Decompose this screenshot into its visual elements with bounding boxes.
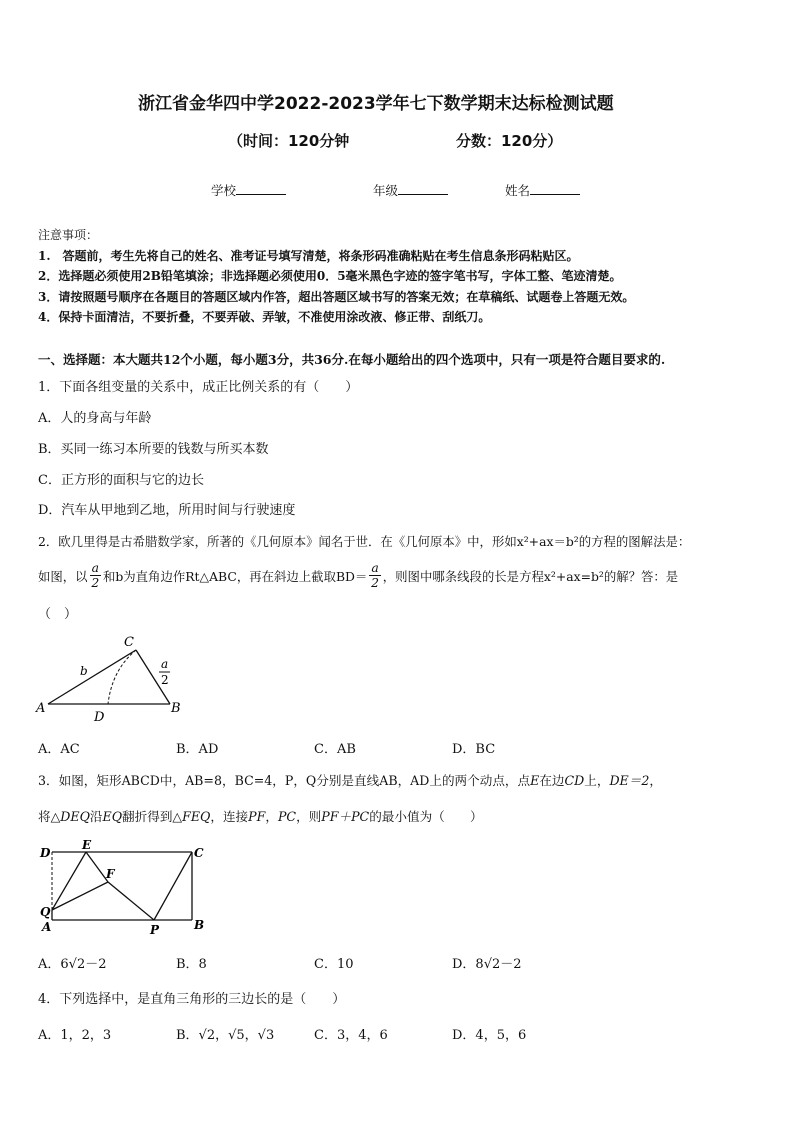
notes-heading: 注意事项： — [38, 228, 99, 242]
label-d: D — [40, 846, 51, 860]
q2-option-d[interactable]: D．BC — [452, 742, 496, 757]
q3-segment-pc: PC — [277, 809, 297, 824]
frac-num: a — [91, 560, 99, 575]
q3-text: ，连接 — [210, 809, 249, 824]
q3-sum: PF＋PC — [321, 809, 370, 824]
label-c: C — [194, 846, 204, 860]
q3-text: 翻折得到 — [122, 809, 173, 824]
q3-option-a[interactable]: A．6√2－2 — [38, 957, 107, 972]
label-b: B — [194, 918, 205, 932]
q3-triangle-feq: △FEQ — [172, 809, 211, 824]
frac-den: 2 — [91, 575, 100, 590]
q1-option-d[interactable]: D．汽车从甲地到乙地，所用时间与行驶速度 — [38, 503, 296, 518]
label-two: 2 — [161, 673, 169, 687]
q1-option-b[interactable]: B．买同一练习本所要的钱数与所买本数 — [38, 442, 269, 457]
label-a-num: a — [161, 657, 169, 671]
exam-score: 分数：120分） — [456, 132, 563, 150]
label-c: C — [124, 635, 134, 650]
segment-fp — [108, 882, 154, 920]
question-1-stem: 1．下面各组变量的关系中，成正比例关系的有（ ） — [38, 380, 359, 395]
q1-option-a[interactable]: A．人的身高与年龄 — [38, 411, 152, 426]
q4-option-a[interactable]: A．1，2，3 — [38, 1028, 112, 1043]
note-item: 2．选择题必须使用2B铅笔填涂；非选择题必须使用0．5毫米黑色字迹的签字笔书写，字体工整、笔迹清楚。 — [38, 269, 622, 283]
q3-text: 的最小值为（ ） — [369, 809, 483, 824]
q3-text: 上， — [584, 773, 610, 788]
side-ac — [48, 650, 136, 704]
q3-text: 将 — [38, 809, 51, 824]
q1-option-c[interactable]: C．正方形的面积与它的边长 — [38, 473, 204, 488]
page-title: 浙江省金华四中学2022-2023学年七下数学期末达标检测试题 — [138, 94, 614, 114]
section-heading: 一、选择题：本大题共12个小题，每小题3分，共36分.在每小题给出的四个选项中，只有一项是符合题目要求的. — [38, 352, 666, 367]
q3-text: 3．如图，矩形ABCD中，AB=8，BC=4，P，Q分别是直线AB，AD上的两个动点，点 — [38, 773, 531, 788]
question-4-stem: 4．下列选择中，是直角三角形的三边长的是（ ） — [38, 992, 346, 1007]
note-item: 1. 答题前，考生先将自己的姓名、准考证号填写清楚，将条形码准确粘贴在考生信息条形码粘贴区。 — [38, 249, 579, 263]
label-e: E — [82, 840, 92, 852]
label-f: F — [106, 867, 115, 881]
fraction-a-over-2 — [90, 561, 101, 590]
label-q: Q — [40, 905, 51, 919]
name-blank[interactable] — [530, 182, 580, 195]
q4-option-d[interactable]: D．4，5，6 — [452, 1028, 527, 1043]
q4-option-c[interactable]: C．3，4，6 — [314, 1028, 388, 1043]
q3-rectangle-figure — [36, 840, 216, 940]
q2-option-a[interactable]: A．AC — [38, 742, 80, 757]
name-field — [505, 181, 580, 199]
question-2-line2 — [38, 561, 678, 590]
q3-text: 沿 — [89, 809, 103, 824]
grade-label: 年级 — [373, 183, 399, 198]
label-b-side: b — [80, 664, 88, 678]
school-field — [211, 181, 286, 199]
name-label: 姓名 — [505, 183, 531, 198]
q3-option-b[interactable]: B．8 — [176, 957, 207, 972]
segment-pc — [154, 852, 192, 920]
label-a: A — [36, 701, 46, 716]
q2-option-c[interactable]: C．AB — [314, 742, 356, 757]
q3-segment-eq: EQ — [102, 809, 123, 824]
note-item: 3．请按照题号顺序在各题目的答题区域内作答，超出答题区域书写的答案无效；在草稿纸、试题卷上答题无效。 — [38, 290, 635, 304]
note-item: 4．保持卡面清洁，不要折叠，不要弄破、弄皱，不准使用涂改液、修正带、刮纸刀。 — [38, 310, 491, 324]
q2-text: ，则图中哪条线段的长是方程x²+ax=b²的解？答：是 — [382, 568, 679, 584]
q3-text: ， — [265, 809, 278, 824]
q2-triangle-figure — [30, 630, 190, 725]
exam-time: （时间：120分钟 — [228, 132, 350, 150]
question-2-line1: 2．欧几里得是古希腊数学家，所著的《几何原本》闻名于世．在《几何原本》中，形如x²+ax＝b²的方程的图解法是： — [38, 534, 691, 549]
q2-option-b[interactable]: B．AD — [176, 742, 219, 757]
label-p: P — [150, 923, 160, 937]
q4-option-b[interactable]: B．√2，√5，√3 — [176, 1028, 275, 1043]
school-label: 学校 — [211, 183, 237, 198]
q3-segment-cd: CD — [564, 773, 585, 788]
q3-text: ，则 — [296, 809, 322, 824]
q2-text: 和b为直角边作Rt△ABC，再在斜边上截取BD＝ — [102, 568, 368, 584]
frac-den: 2 — [371, 575, 380, 590]
question-2-line3: （ ） — [38, 607, 78, 622]
segment-ef — [86, 852, 108, 882]
question-3-line1 — [38, 770, 662, 789]
q3-point-e: E — [530, 773, 540, 788]
label-a: A — [42, 920, 52, 934]
grade-field — [373, 181, 448, 199]
fraction-a-over-2 — [369, 561, 380, 590]
label-b: B — [171, 701, 181, 716]
frac-num: a — [371, 560, 379, 575]
grade-blank[interactable] — [398, 182, 448, 195]
q3-segment-pf: PF — [248, 809, 266, 824]
label-d: D — [94, 710, 105, 725]
question-3-line2 — [38, 806, 483, 825]
q3-option-d[interactable]: D．8√2－2 — [452, 957, 522, 972]
q3-triangle-deq: △DEQ — [50, 809, 90, 824]
q3-text: ， — [649, 773, 662, 788]
school-blank[interactable] — [236, 182, 286, 195]
q3-option-c[interactable]: C．10 — [314, 957, 354, 972]
q2-text: 如图，以 — [38, 568, 88, 584]
q3-de-equals-2: DE＝2 — [609, 773, 650, 788]
q3-text: 在边 — [539, 773, 565, 788]
